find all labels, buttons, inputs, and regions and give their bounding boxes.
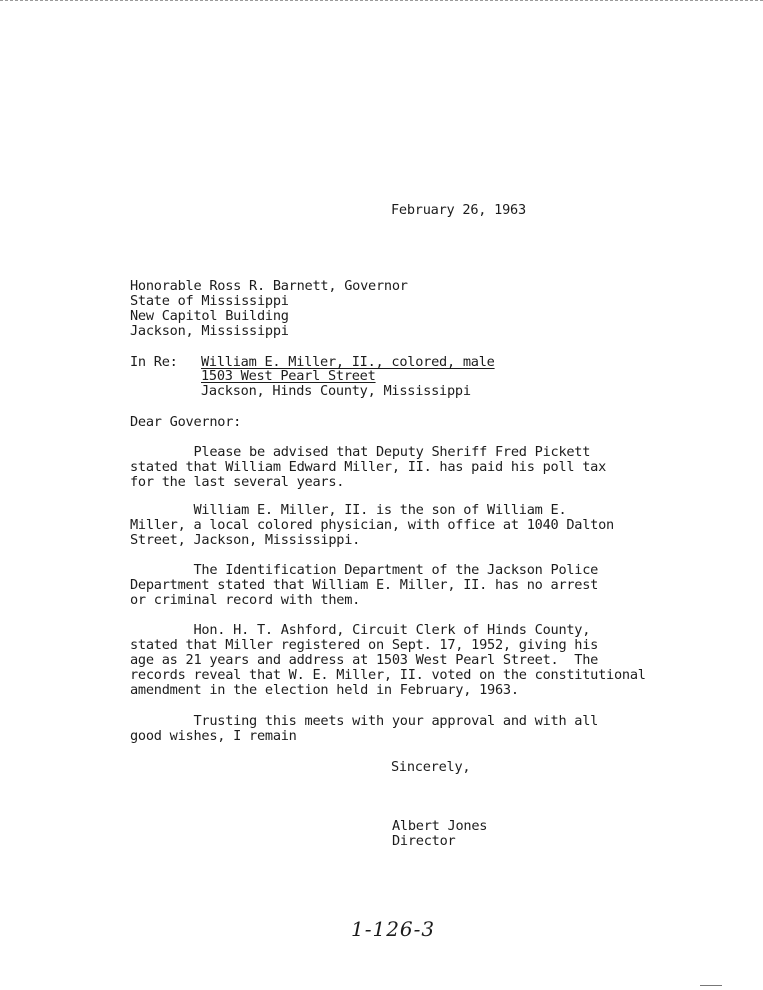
in-re-subject: William E. Miller, II., colored, male	[201, 354, 495, 370]
paragraph-line: The Identification Department of the Jackson Police	[130, 562, 599, 578]
addressee-line: Honorable Ross R. Barnett, Governor	[130, 278, 408, 294]
signatory-title: Director	[392, 833, 456, 849]
paragraph-line: Trusting this meets with your approval and with all	[130, 713, 599, 729]
salutation: Dear Governor:	[130, 414, 242, 430]
paragraph-line: records reveal that W. E. Miller, II. voted on the constitutional	[130, 667, 646, 683]
paragraph-line: for the last several years.	[130, 474, 345, 490]
paragraph-line: age as 21 years and address at 1503 West Pearl Street. The	[130, 652, 599, 668]
paragraph-line: William E. Miller, II. is the son of William E.	[130, 502, 567, 518]
paragraph-line: good wishes, I remain	[130, 728, 297, 744]
in-re-city: Jackson, Hinds County, Mississippi	[201, 383, 471, 399]
signatory-name: Albert Jones	[392, 818, 488, 834]
in-re-label: In Re:	[130, 354, 178, 370]
paragraph-line: Department stated that William E. Miller, II. has no arrest	[130, 577, 599, 593]
paragraph-line: stated that Miller registered on Sept. 17, 1952, giving his	[130, 637, 599, 653]
paragraph-line: Street, Jackson, Mississippi.	[130, 532, 361, 548]
scan-edge-mark	[700, 985, 722, 986]
page-top-edge	[0, 0, 763, 1]
paragraph-line: amendment in the election held in February, 1963.	[130, 682, 519, 698]
letter-date: February 26, 1963	[391, 202, 526, 218]
paragraph-line: stated that William Edward Miller, II. has paid his poll tax	[130, 459, 607, 475]
addressee-line: Jackson, Mississippi	[130, 323, 289, 339]
in-re-address: 1503 West Pearl Street	[201, 368, 376, 384]
addressee-line: State of Mississippi	[130, 293, 289, 309]
closing: Sincerely,	[391, 759, 471, 775]
addressee-line: New Capitol Building	[130, 308, 289, 324]
paragraph-line: Hon. H. T. Ashford, Circuit Clerk of Hinds County,	[130, 622, 591, 638]
paragraph-line: Please be advised that Deputy Sheriff Fred Pickett	[130, 444, 591, 460]
handwritten-file-number: 1-126-3	[351, 917, 436, 941]
paragraph-line: Miller, a local colored physician, with office at 1040 Dalton	[130, 517, 614, 533]
paragraph-line: or criminal record with them.	[130, 592, 361, 608]
